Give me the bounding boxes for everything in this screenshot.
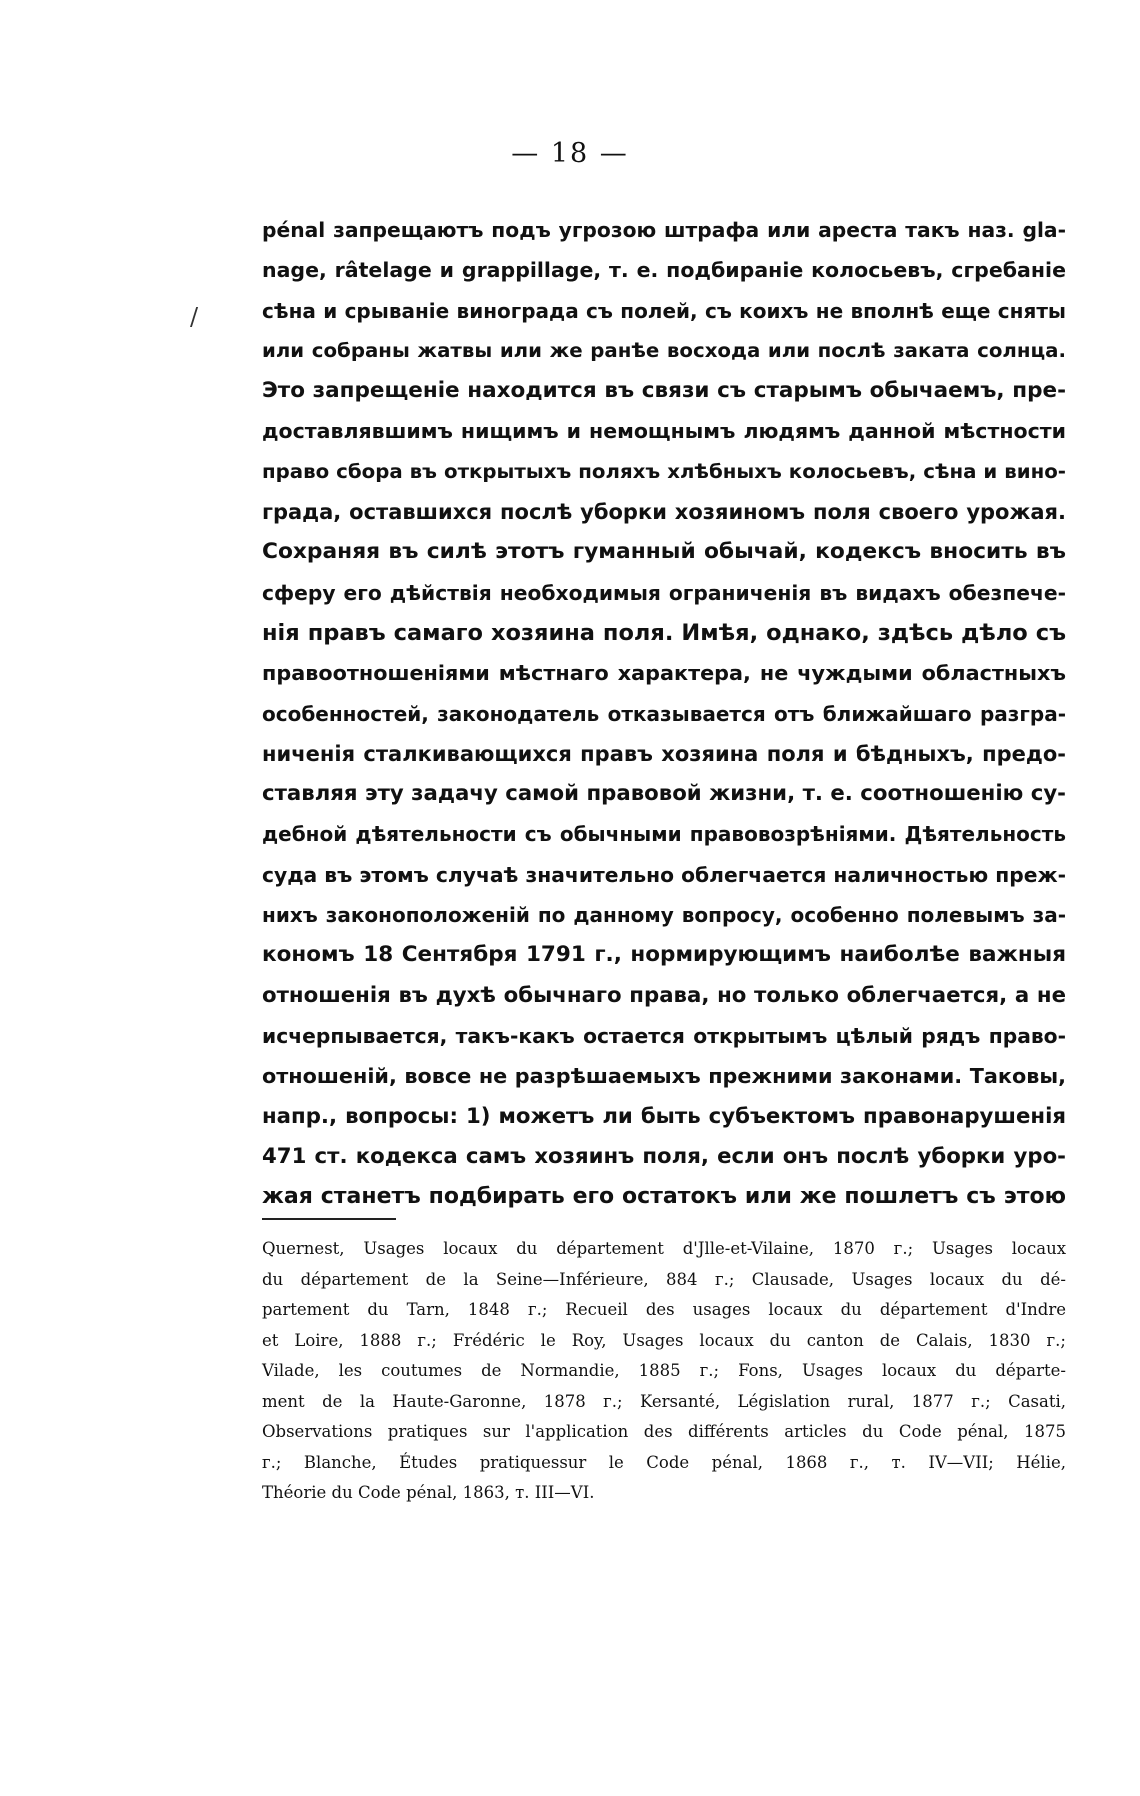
footnote-line: ment de la Haute-Garonne, 1878 г.; Kersanté, Législation rural, 1877 г.; Casati, [262,1391,1066,1411]
text-line: нихъ законоположеній по данному вопросу, особенно полевымъ за- [262,903,1066,928]
text-line: дебной дѣятельности съ обычными правовозрѣніями. Дѣятельность [262,822,1066,847]
text-line: ниченія сталкивающихся правъ хозяина поля и бѣдныхъ, предо- [262,741,1066,766]
text-line: nage, râtelage и grappillage, т. е. подбираніе колосьевъ, сгребаніе [262,258,1066,283]
footnote-line: du département de la Seine—Inférieure, 884 г.; Clausade, Usages locaux du dé- [262,1269,1066,1289]
text-line: Сохраняя въ силѣ этотъ гуманный обычай, кодексъ вносить въ [262,539,1066,565]
text-line: доставлявшимъ нищимъ и немощнымъ людямъ данной мѣстности [262,419,1066,444]
text-line: града, оставшихся послѣ уборки хозяиномъ поля своего урожая. [262,500,1066,525]
footnote [262,1234,1066,1509]
footnote-line: Théorie du Code pénal, 1863, т. III—VI. [262,1483,595,1502]
text-line: ставляя эту задачу самой правовой жизни, т. е. соотношенію су- [262,781,1066,807]
footnote-line: Observations pratiques sur l'application des différents articles du Code pénal, 1875 [262,1422,1066,1441]
text-line: напр., вопросы: 1) можетъ ли быть субъектомъ правонарушенія [262,1103,1066,1129]
text-line: pénal запрещаютъ подъ угрозою штрафа или ареста такъ наз. gla- [262,218,1066,242]
footnote-line: Vilade, les coutumes de Normandie, 1885 г.; Fons, Usages locaux du départe- [262,1361,1066,1380]
text-line: сѣна и срываніе винограда съ полей, съ коихъ не вполнѣ еще сняты [262,298,1066,323]
text-line: исчерпывается, такъ-какъ остается открытымъ цѣлый рядъ право- [262,1023,1066,1048]
page-number: — 18 — [511,138,629,169]
text-line: особенностей, законодатель отказывается отъ ближайшаго разгра- [262,701,1066,726]
footnote-line: et Loire, 1888 г.; Frédéric le Roy, Usages locaux du canton de Calais, 1830 г.; [262,1330,1066,1350]
text-line: кономъ 18 Сентября 1791 г., нормирующимъ наиболѣе важныя [262,942,1066,968]
text-line: правоотношеніями мѣстнаго характера, не чуждыми областныхъ [262,661,1066,686]
text-line: сферу его дѣйствія необходимыя ограниченія въ видахъ обезпече- [262,580,1066,605]
text-line: суда въ этомъ случаѣ значительно облегчается наличностью преж- [262,862,1066,887]
margin-mark: / [190,303,199,331]
text-line: 471 ст. кодекса самъ хозяинъ поля, если онъ послѣ уборки уро- [262,1143,1066,1169]
text-line: отношеній, вовсе не разрѣшаемыхъ прежними законами. Таковы, [262,1064,1066,1089]
text-line: право сбора въ открытыхъ поляхъ хлѣбныхъ колосьевъ, сѣна и вино- [262,459,1066,483]
text-line: жая станетъ подбирать его остатокъ или же пошлетъ съ этою [262,1184,1066,1210]
footnote-line: partement du Tarn, 1848 г.; Recueil des usages locaux du département d'Indre [262,1300,1066,1319]
footnote-divider [262,1218,396,1220]
text-line: Это запрещеніе находится въ связи съ старымъ обычаемъ, пре- [262,378,1066,404]
text-line: нія правъ самаго хозяина поля. Имѣя, однако, здѣсь дѣло съ [262,619,1066,646]
text-line: отношенія въ духѣ обычнаго права, но только облегчается, а не [262,982,1066,1008]
main-text [262,210,1066,1217]
text-line: или собраны жатвы или же ранѣе восхода или послѣ заката солнца. [262,338,1066,362]
footnote-line: Quernest, Usages locaux du département d'Jlle-et-Vilaine, 1870 г.; Usages locaux [262,1239,1066,1258]
footnote-line: г.; Blanche, Études pratiquessur le Code pénal, 1868 г., т. IV—VII; Hélie, [262,1452,1066,1472]
